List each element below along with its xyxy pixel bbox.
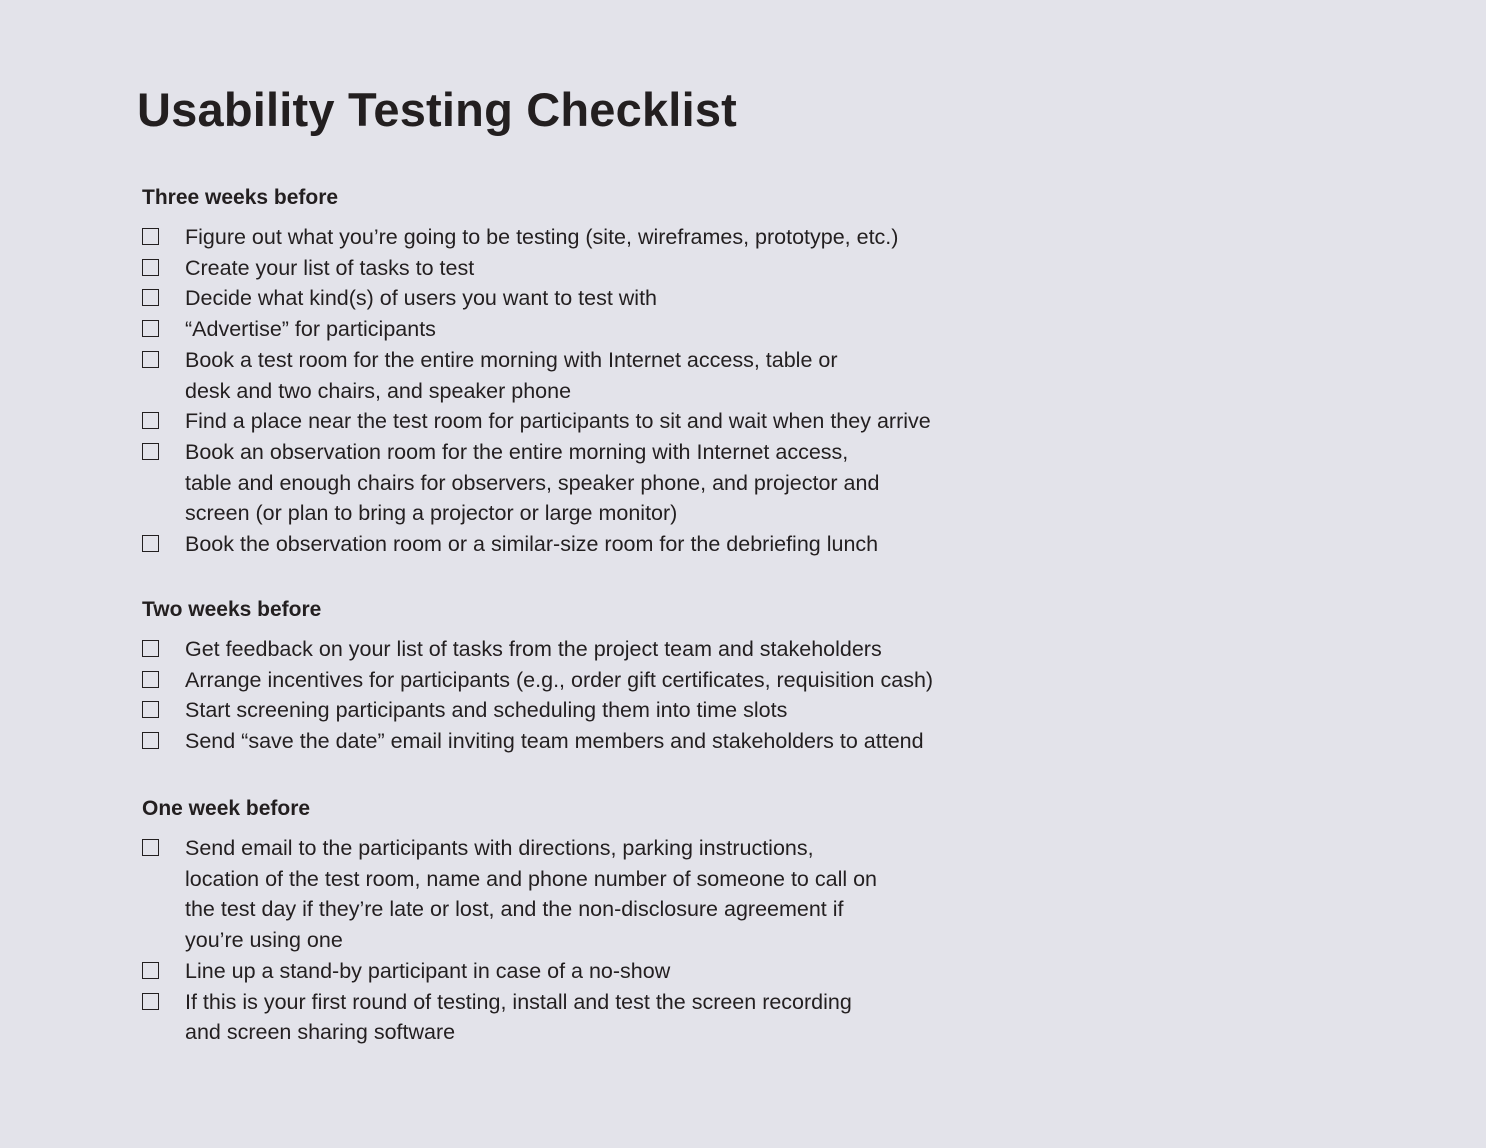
- checklist-item-text: Start screening participants and scheduling them into time slots: [185, 698, 788, 723]
- checkbox[interactable]: [142, 412, 159, 429]
- checklist-item-text: Send “save the date” email inviting team members and stakeholders to attend: [185, 729, 924, 754]
- checklist-item-text: Book an observation room for the entire morning with Internet access, table and enough chairs for observers, speaker phone, and projector and screen (or plan to bring a projector or large monitor): [185, 439, 880, 526]
- checklist-item: [142, 833, 1142, 956]
- checklist-item-text: Book a test room for the entire morning with Internet access, table or desk and two chairs, and speaker phone: [185, 347, 838, 403]
- checklist-item: [142, 956, 1142, 987]
- checklist-item-text: Figure out what you’re going to be testing (site, wireframes, prototype, etc.): [185, 225, 899, 249]
- section-heading: Three weeks before: [142, 186, 339, 209]
- checklist-item: [142, 665, 1142, 696]
- checklist-item: [142, 345, 1142, 406]
- checkbox[interactable]: [142, 962, 159, 979]
- checklist-item: [142, 222, 1142, 253]
- checklist-item-text: Decide what kind(s) of users you want to test with: [185, 286, 658, 311]
- section-heading: One week before: [142, 797, 311, 820]
- checklist-item-text: Book the observation room or a similar-size room for the debriefing lunch: [185, 532, 879, 557]
- checklist-item-text: Create your list of tasks to test: [185, 255, 475, 280]
- checkbox[interactable]: [142, 671, 159, 688]
- checklist-item-text: Find a place near the test room for participants to sit and wait when they arrive: [185, 409, 931, 434]
- checkbox[interactable]: [142, 839, 159, 856]
- checklist: [142, 222, 1142, 560]
- checklist-item: [142, 987, 1142, 1048]
- checklist-item-text: Arrange incentives for participants (e.g., order gift certificates, requisition cash): [185, 667, 934, 692]
- checklist: [142, 634, 1142, 757]
- checklist-item: [142, 406, 1142, 437]
- page-title: Usability Testing Checklist: [137, 83, 738, 136]
- checkbox[interactable]: [142, 228, 159, 245]
- checklist-item: [142, 695, 1142, 726]
- checklist-item-text: “Advertise” for participants: [185, 317, 436, 342]
- checklist-item: [142, 314, 1142, 345]
- checklist-item-text: Get feedback on your list of tasks from the project team and stakeholders: [185, 637, 882, 661]
- checklist-item: [142, 529, 1142, 560]
- checklist-item: [142, 253, 1142, 284]
- checkbox[interactable]: [142, 351, 159, 368]
- checkbox[interactable]: [142, 993, 159, 1010]
- checklist-item: [142, 726, 1142, 757]
- checklist-item-text: Send email to the participants with directions, parking instructions, location of the test room, name and phone number of someone to call on the test day if they’re late or lost, and the non-disclosure agreement if you’re using one: [185, 836, 878, 953]
- checklist: [142, 833, 1142, 1048]
- checkbox[interactable]: [142, 640, 159, 657]
- checklist-item: [142, 437, 1142, 529]
- section-two-weeks-before: [142, 597, 1142, 757]
- checklist-item-text: Line up a stand-by participant in case of a no-show: [185, 958, 671, 983]
- checkbox[interactable]: [142, 289, 159, 306]
- checklist-item: [142, 283, 1142, 314]
- section-one-week-before: [142, 796, 1142, 1048]
- checkbox[interactable]: [142, 701, 159, 718]
- section-heading: Two weeks before: [142, 598, 322, 621]
- checkbox[interactable]: [142, 535, 159, 552]
- checkbox[interactable]: [142, 443, 159, 460]
- checklist-item: [142, 634, 1142, 665]
- checkbox[interactable]: [142, 732, 159, 749]
- checkbox[interactable]: [142, 259, 159, 276]
- checklist-item-text: If this is your first round of testing, install and test the screen recording and screen sharing software: [185, 989, 852, 1045]
- section-three-weeks-before: [142, 185, 1142, 560]
- checkbox[interactable]: [142, 320, 159, 337]
